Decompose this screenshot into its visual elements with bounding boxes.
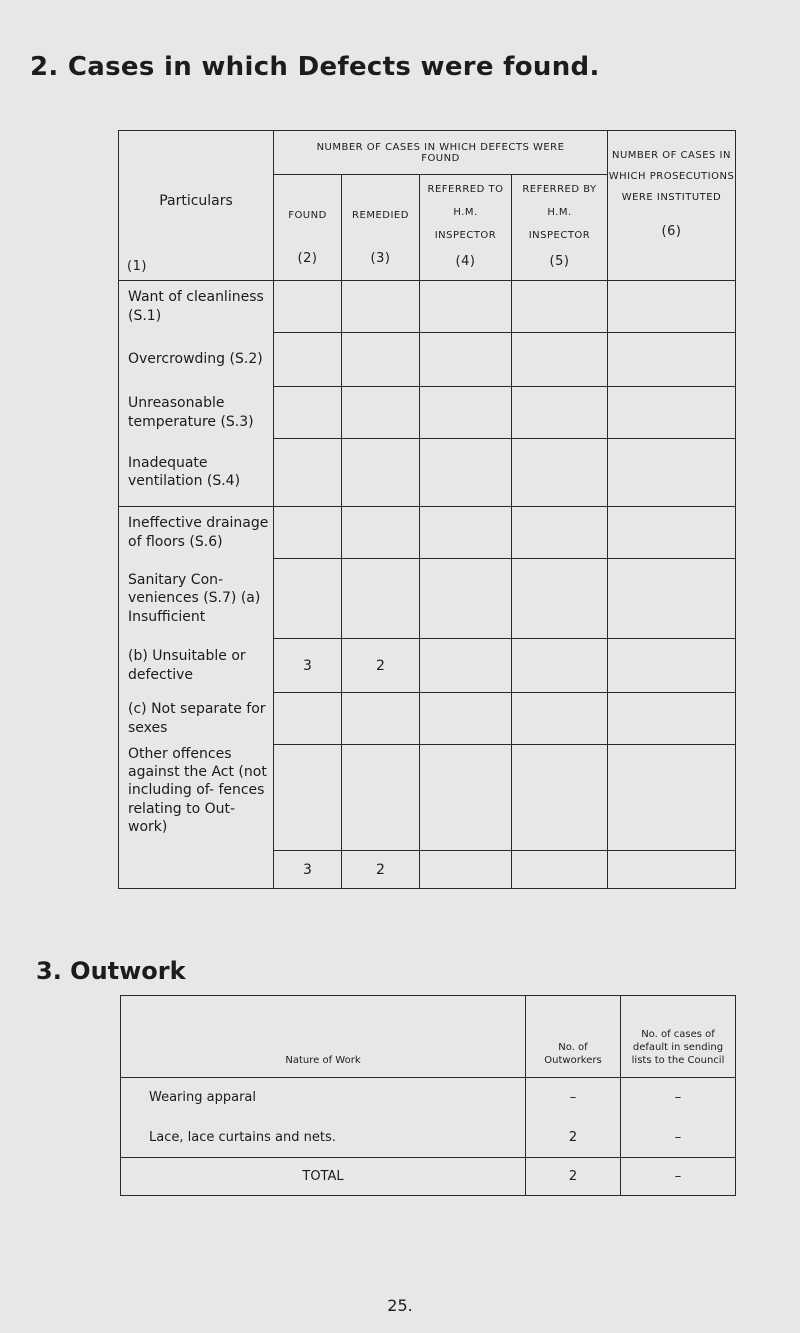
row-label: Ineffective drainage of floors (S.6) [119,507,274,559]
total-remedied-cell: 2 [342,851,420,889]
referred-to-header [420,175,512,281]
prosecutions-cell [608,559,736,639]
referred-by-cell [512,693,608,745]
table-row [119,639,736,693]
remedied-label: REMEDIED [352,209,409,221]
remedied-cell [342,333,420,387]
row-label: (c) Not separate for sexes [119,693,274,745]
row-label: Unreasonable temperature (S.3) [119,387,274,439]
row-label: Want of cleanliness (S.1) [119,281,274,333]
referred-by-col-number: (5) [549,254,570,270]
section-3-heading: 3. Outwork [36,957,186,985]
referred-by-cell [512,387,608,439]
referred-to-cell [420,333,512,387]
found-cell [274,333,342,387]
referred-by-cell [512,639,608,693]
referred-by-label: REFERRED BY H.M. INSPECTOR [522,184,597,242]
total-label: TOTAL [121,1158,526,1196]
row-label: Sanitary Con- veniences (S.7) (a) Insufficient [119,559,274,639]
row-label: (b) Unsuitable or defective [119,639,274,693]
table-row [121,1118,736,1158]
remedied-cell [342,745,420,851]
referred-by-header [512,175,608,281]
default-cell: – [621,1118,736,1158]
prosecutions-cell [608,281,736,333]
outworkers-cell: 2 [526,1118,621,1158]
referred-to-cell [420,387,512,439]
referred-to-cell [420,559,512,639]
total-referred-by-cell [512,851,608,889]
default-cases-header: No. of cases of default in sending lists to the Council [621,996,736,1078]
found-cell [274,507,342,559]
prosecutions-col-number: (6) [661,224,682,239]
row-label: Other offences against the Act (not including of- fences relating to Out-work) [119,745,274,889]
remedied-cell [342,281,420,333]
prosecutions-cell [608,507,736,559]
table-row [119,281,736,333]
total-row [121,1158,736,1196]
table-row [119,745,736,851]
table-row [121,1078,736,1118]
remedied-header [342,175,420,281]
outwork-table [120,995,736,1196]
referred-to-cell [420,745,512,851]
found-cell [274,281,342,333]
found-cell [274,387,342,439]
remedied-cell [342,559,420,639]
found-cell [274,559,342,639]
particulars-header [119,131,274,281]
outworkers-header: No. of Outworkers [526,996,621,1078]
found-header [274,175,342,281]
prosecutions-cell [608,439,736,507]
remedied-cell [342,693,420,745]
table-row [119,333,736,387]
defects-group-header: NUMBER OF CASES IN WHICH DEFECTS WERE FOUND [274,131,608,175]
total-found-cell: 3 [274,851,342,889]
prosecutions-cell [608,693,736,745]
referred-to-col-number: (4) [455,254,476,270]
referred-to-cell [420,281,512,333]
row-label: Overcrowding (S.2) [119,333,274,387]
total-outworkers-cell: 2 [526,1158,621,1196]
prosecutions-cell [608,333,736,387]
default-cell: – [621,1078,736,1118]
found-cell [274,439,342,507]
found-col-number: (2) [297,250,318,266]
defects-table [118,130,736,889]
prosecutions-header [608,131,736,281]
total-referred-to-cell [420,851,512,889]
table-row [119,559,736,639]
table-row [119,387,736,439]
remedied-col-number: (3) [370,250,391,266]
remedied-cell [342,439,420,507]
nature-cell: Lace, lace curtains and nets. [121,1118,526,1158]
referred-by-cell [512,281,608,333]
table-row [119,693,736,745]
table-row [119,507,736,559]
prosecutions-label: NUMBER OF CASES IN WHICH PROSECUTIONS WERE INSTITUTED [608,150,735,203]
referred-by-cell [512,559,608,639]
nature-of-work-header: Nature of Work [121,996,526,1078]
referred-to-cell [420,507,512,559]
referred-by-cell [512,333,608,387]
remedied-cell [342,507,420,559]
referred-by-cell [512,745,608,851]
referred-to-label: REFERRED TO H.M. INSPECTOR [427,184,504,242]
remedied-cell: 2 [342,639,420,693]
found-cell [274,745,342,851]
particulars-label: Particulars [159,193,233,209]
nature-cell: Wearing apparal [121,1078,526,1118]
referred-to-cell [420,693,512,745]
total-prosecutions-cell [608,851,736,889]
found-label: FOUND [288,209,327,221]
prosecutions-cell [608,745,736,851]
total-default-cell: – [621,1158,736,1196]
section-2-heading: 2. Cases in which Defects were found. [30,52,600,82]
remedied-cell [342,387,420,439]
found-cell: 3 [274,639,342,693]
found-cell [274,693,342,745]
outworkers-cell: – [526,1078,621,1118]
referred-to-cell [420,639,512,693]
prosecutions-cell [608,387,736,439]
referred-by-cell [512,507,608,559]
row-label: Inadequate ventilation (S.4) [119,439,274,507]
referred-by-cell [512,439,608,507]
prosecutions-cell [608,639,736,693]
page-number: 25. [387,1296,413,1315]
table-row [119,439,736,507]
particulars-col-number: (1) [127,259,147,274]
referred-to-cell [420,439,512,507]
